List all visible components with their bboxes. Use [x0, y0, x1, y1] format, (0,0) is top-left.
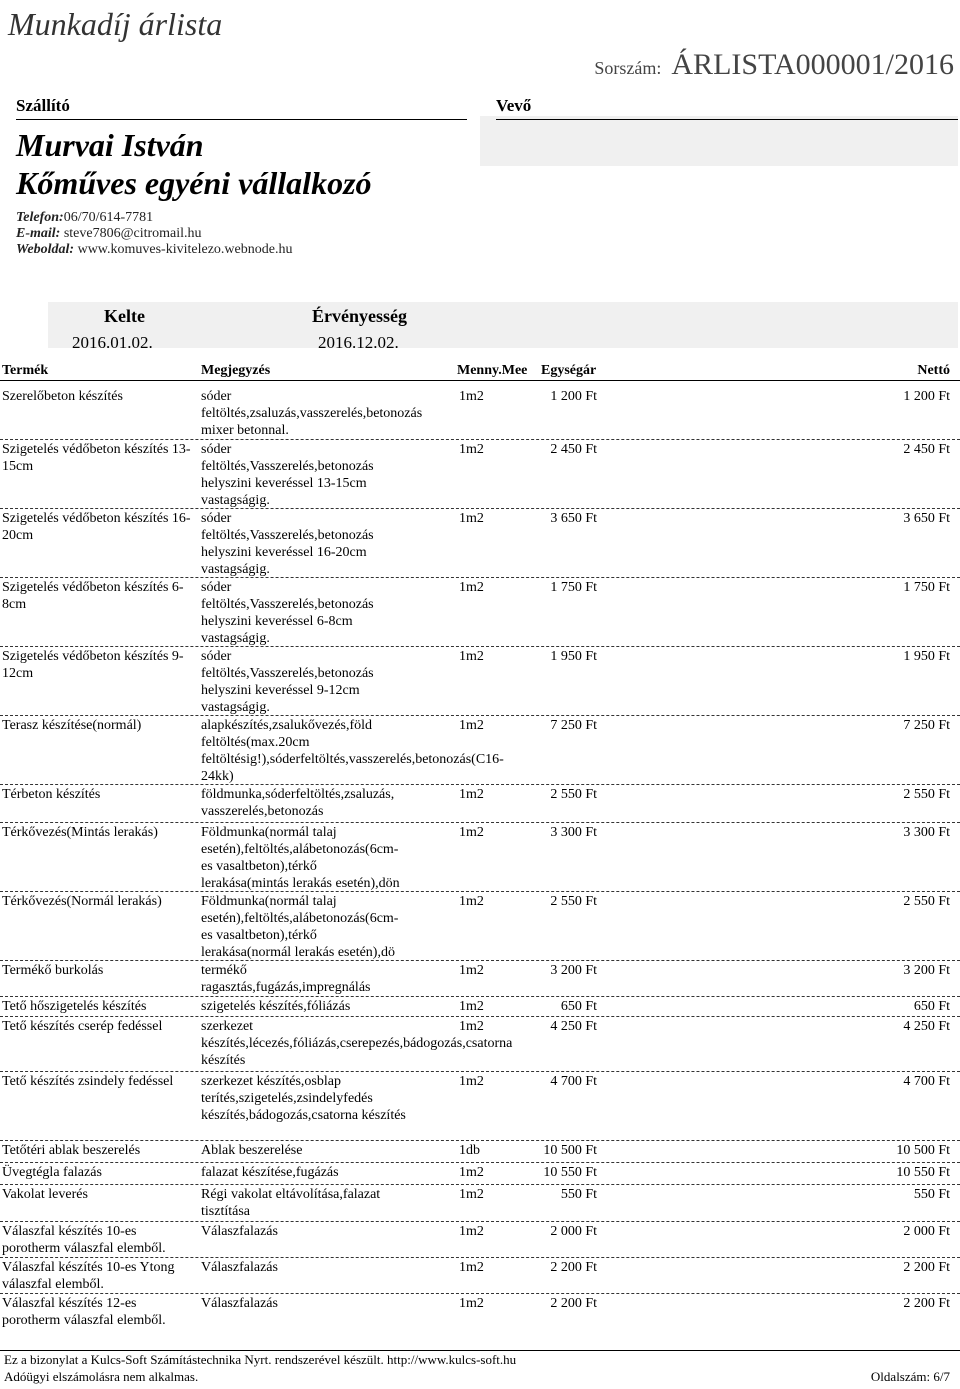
row-unit-price: 2 550 Ft	[550, 787, 597, 802]
validity-label: Érvényesség	[312, 306, 407, 326]
table-row	[0, 822, 960, 892]
serial-label: Sorszám:	[594, 58, 662, 78]
row-unit-price: 10 500 Ft	[543, 1143, 597, 1158]
row-unit-price: 550 Ft	[560, 1187, 597, 1202]
row-unit-price: 3 300 Ft	[550, 825, 597, 840]
row-note: sóder feltöltés,Vasszerelés,betonozás helyszini keveréssel 13-15cm vastagságig.	[201, 442, 374, 508]
row-unit-price: 2 200 Ft	[550, 1296, 597, 1311]
footer-note: Ez a bizonylat a Kulcs-Soft Számítástechnika Nyrt. rendszerével készült. http://www.kulcs-soft.hu	[4, 1352, 517, 1367]
row-unit: 1m2	[459, 787, 484, 802]
web-label: Weboldal:	[16, 242, 75, 257]
row-product-name: Termékő burkolás	[2, 963, 104, 978]
row-product-name: Üvegtégla falazás	[2, 1165, 102, 1180]
row-net-price: 2 550 Ft	[903, 787, 950, 802]
row-unit-price: 2 550 Ft	[550, 894, 597, 909]
buyer-heading: Vevő	[496, 96, 532, 115]
table-row	[0, 784, 960, 823]
row-note: sóder feltöltés,Vasszerelés,betonozás helyszini keveréssel 6-8cm vastagságig.	[201, 580, 374, 646]
table-row	[0, 508, 960, 578]
header-note: Megjegyzés	[201, 363, 271, 378]
row-unit: 1m2	[459, 825, 484, 840]
row-unit: 1m2	[459, 1187, 484, 1202]
row-unit-price: 3 200 Ft	[550, 963, 597, 978]
web-value: www.komuves-kivitelezo.webnode.hu	[77, 242, 293, 257]
footer-divider	[0, 1350, 960, 1351]
serial-value: ÁRLISTA000001/2016	[671, 48, 954, 81]
row-net-price: 10 500 Ft	[896, 1143, 950, 1158]
row-net-price: 650 Ft	[913, 999, 950, 1014]
table-row	[0, 646, 960, 716]
row-net-price: 4 700 Ft	[903, 1074, 950, 1089]
row-note: sóder feltöltés,zsaluzás,vasszerelés,betonozás mixer betonnal.	[201, 389, 423, 438]
row-product-name: Szigetelés védőbeton készítés 16-20cm	[2, 511, 191, 543]
table-row	[0, 1071, 960, 1141]
row-product-name: Szigetelés védőbeton készítés 13-15cm	[2, 442, 191, 474]
row-unit: 1m2	[459, 1224, 484, 1239]
seller-divider	[16, 119, 467, 120]
table-row	[0, 996, 960, 1017]
row-product-name: Szerelőbeton készítés	[2, 389, 123, 404]
row-net-price: 4 250 Ft	[903, 1019, 950, 1034]
table-row	[0, 1221, 960, 1258]
seller-contact	[16, 210, 292, 258]
table-row	[0, 891, 960, 961]
row-unit-price: 4 250 Ft	[550, 1019, 597, 1034]
row-unit: 1m2	[459, 511, 484, 526]
row-unit: 1m2	[459, 999, 484, 1014]
table-row	[0, 960, 960, 997]
row-net-price: 1 200 Ft	[903, 389, 950, 404]
row-note: Régi vakolat eltávolítása,falazat tisztítása	[201, 1187, 381, 1219]
header-net: Nettó	[917, 363, 950, 378]
row-note: sóder feltöltés,Vasszerelés,betonozás helyszini keveréssel 9-12cm vastagságig.	[201, 649, 374, 715]
document-title: Munkadíj árlista	[8, 6, 223, 42]
buyer-box	[480, 116, 958, 166]
row-note: Földmunka(normál talaj esetén),feltöltés,alábetonozás(6cm-es vasaltbeton),térkő lerakása(normál lerakás esetén),dö	[201, 894, 399, 960]
row-unit: 1m2	[459, 442, 484, 457]
table-row	[0, 577, 960, 647]
date-box	[48, 302, 958, 348]
table-header	[0, 362, 960, 381]
row-unit-price: 2 000 Ft	[550, 1224, 597, 1239]
row-net-price: 3 650 Ft	[903, 511, 950, 526]
row-unit: 1m2	[459, 894, 484, 909]
row-note: szerkezet készítés,lécezés,fóliázás,cserepezés,bádogozás,csatorna készítés	[201, 1019, 513, 1068]
row-unit-price: 10 550 Ft	[543, 1165, 597, 1180]
header-price: Egységár	[541, 363, 597, 378]
table-row	[0, 1293, 960, 1333]
row-unit-price: 2 200 Ft	[550, 1260, 597, 1275]
row-unit: 1m2	[459, 580, 484, 595]
issued-date: 2016.01.02.	[72, 333, 153, 352]
row-unit-price: 4 700 Ft	[550, 1074, 597, 1089]
header-product: Termék	[2, 363, 49, 378]
row-net-price: 2 200 Ft	[903, 1260, 950, 1275]
row-net-price: 2 200 Ft	[903, 1296, 950, 1311]
issued-label: Kelte	[104, 306, 145, 326]
row-unit-price: 3 650 Ft	[550, 511, 597, 526]
table-row	[0, 1184, 960, 1222]
phone-label: Telefon:	[16, 210, 64, 225]
row-net-price: 2 450 Ft	[903, 442, 950, 457]
table-row	[0, 1257, 960, 1294]
seller-name-line2: Kőműves egyéni vállalkozó	[16, 165, 372, 201]
phone-value: 06/70/614-7781	[63, 210, 154, 225]
row-unit: 1db	[459, 1143, 480, 1158]
row-note: szigetelés készítés,fóliázás	[201, 999, 351, 1014]
row-note: Földmunka(normál talaj esetén),feltöltés,alábetonozás(6cm-es vasaltbeton),térkő lerakása(mintás lerakás esetén),dön	[201, 825, 400, 891]
row-note: alapkészítés,zsalukővezés,föld feltöltés(max.20cm feltöltésig!),sóderfeltöltés,vasszerelés,betonozás(C16-24kk)	[201, 718, 504, 784]
row-product-name: Tető hőszigetelés készítés	[2, 999, 147, 1014]
row-unit-price: 650 Ft	[560, 999, 597, 1014]
row-product-name: Térkővezés(Normál lerakás)	[2, 894, 162, 909]
email-label: E-mail:	[16, 226, 61, 241]
row-net-price: 2 000 Ft	[903, 1224, 950, 1239]
table-row	[0, 1162, 960, 1185]
row-note: Ablak beszerelése	[201, 1143, 303, 1158]
row-product-name: Szigetelés védőbeton készítés 9-12cm	[2, 649, 184, 681]
row-net-price: 550 Ft	[913, 1187, 950, 1202]
row-note: földmunka,sóderfeltöltés,zsaluzás, vasszerelés,betonozás	[201, 787, 395, 819]
row-unit: 1m2	[459, 963, 484, 978]
row-net-price: 3 300 Ft	[903, 825, 950, 840]
table-row	[0, 439, 960, 509]
row-net-price: 2 550 Ft	[903, 894, 950, 909]
row-unit-price: 2 450 Ft	[550, 442, 597, 457]
row-net-price: 1 950 Ft	[903, 649, 950, 664]
row-note: falazat készítése,fugázás	[201, 1165, 339, 1180]
row-unit: 1m2	[459, 718, 484, 733]
row-unit: 1m2	[459, 389, 484, 404]
email-value: steve7806@citromail.hu	[63, 226, 202, 241]
footer-disclaimer: Adóügyi elszámolásra nem alkalmas.	[4, 1369, 199, 1384]
row-unit-price: 1 950 Ft	[550, 649, 597, 664]
row-note: termékő ragasztás,fugázás,impregnálás	[201, 963, 371, 995]
table-row	[0, 386, 960, 440]
row-product-name: Terasz készítése(normál)	[2, 718, 142, 733]
row-net-price: 3 200 Ft	[903, 963, 950, 978]
row-product-name: Válaszfal készítés 10-es Ytong válaszfal elemből.	[2, 1260, 175, 1292]
row-product-name: Tető készítés zsindely fedéssel	[2, 1074, 174, 1089]
serial-number	[594, 48, 954, 82]
seller-heading: Szállító	[16, 96, 70, 115]
row-unit: 1m2	[459, 649, 484, 664]
row-net-price: 7 250 Ft	[903, 718, 950, 733]
seller-name	[16, 126, 372, 202]
row-product-name: Válaszfal készítés 12-es porotherm válaszfal elemből.	[2, 1296, 166, 1328]
row-product-name: Vakolat leverés	[2, 1187, 88, 1202]
row-unit-price: 1 750 Ft	[550, 580, 597, 595]
row-unit-price: 1 200 Ft	[550, 389, 597, 404]
seller-name-line1: Murvai István	[16, 127, 204, 163]
row-unit: 1m2	[459, 1165, 484, 1180]
row-net-price: 10 550 Ft	[896, 1165, 950, 1180]
row-product-name: Térbeton készítés	[2, 787, 101, 802]
row-note: szerkezet készítés,osblap terítés,szigetelés,zsindelyfedés készítés,bádogozás,csatorna készítés	[201, 1074, 406, 1123]
row-product-name: Tetőtéri ablak beszerelés	[2, 1143, 141, 1158]
row-note: Válaszfalazás	[201, 1296, 278, 1311]
row-unit-price: 7 250 Ft	[550, 718, 597, 733]
buyer-divider	[496, 119, 958, 120]
row-product-name: Válaszfal készítés 10-es porotherm válaszfal elemből.	[2, 1224, 166, 1256]
row-note: sóder feltöltés,Vasszerelés,betonozás helyszini keveréssel 16-20cm vastagságig.	[201, 511, 374, 577]
row-product-name: Tető készítés cserép fedéssel	[2, 1019, 163, 1034]
row-unit: 1m2	[459, 1074, 484, 1089]
page-number: Oldalszám: 6/7	[870, 1369, 950, 1384]
header-unit: Menny.Mee	[457, 363, 528, 378]
row-unit: 1m2	[459, 1260, 484, 1275]
row-net-price: 1 750 Ft	[903, 580, 950, 595]
validity-date: 2016.12.02.	[318, 333, 399, 352]
row-unit: 1m2	[459, 1296, 484, 1311]
row-note: Válaszfalazás	[201, 1260, 278, 1275]
table-row	[0, 1140, 960, 1163]
table-row	[0, 1016, 960, 1072]
table-row	[0, 715, 960, 785]
row-product-name: Szigetelés védőbeton készítés 6-8cm	[2, 580, 184, 612]
row-note: Válaszfalazás	[201, 1224, 278, 1239]
row-unit: 1m2	[459, 1019, 484, 1034]
row-product-name: Térkővezés(Mintás lerakás)	[2, 825, 158, 840]
